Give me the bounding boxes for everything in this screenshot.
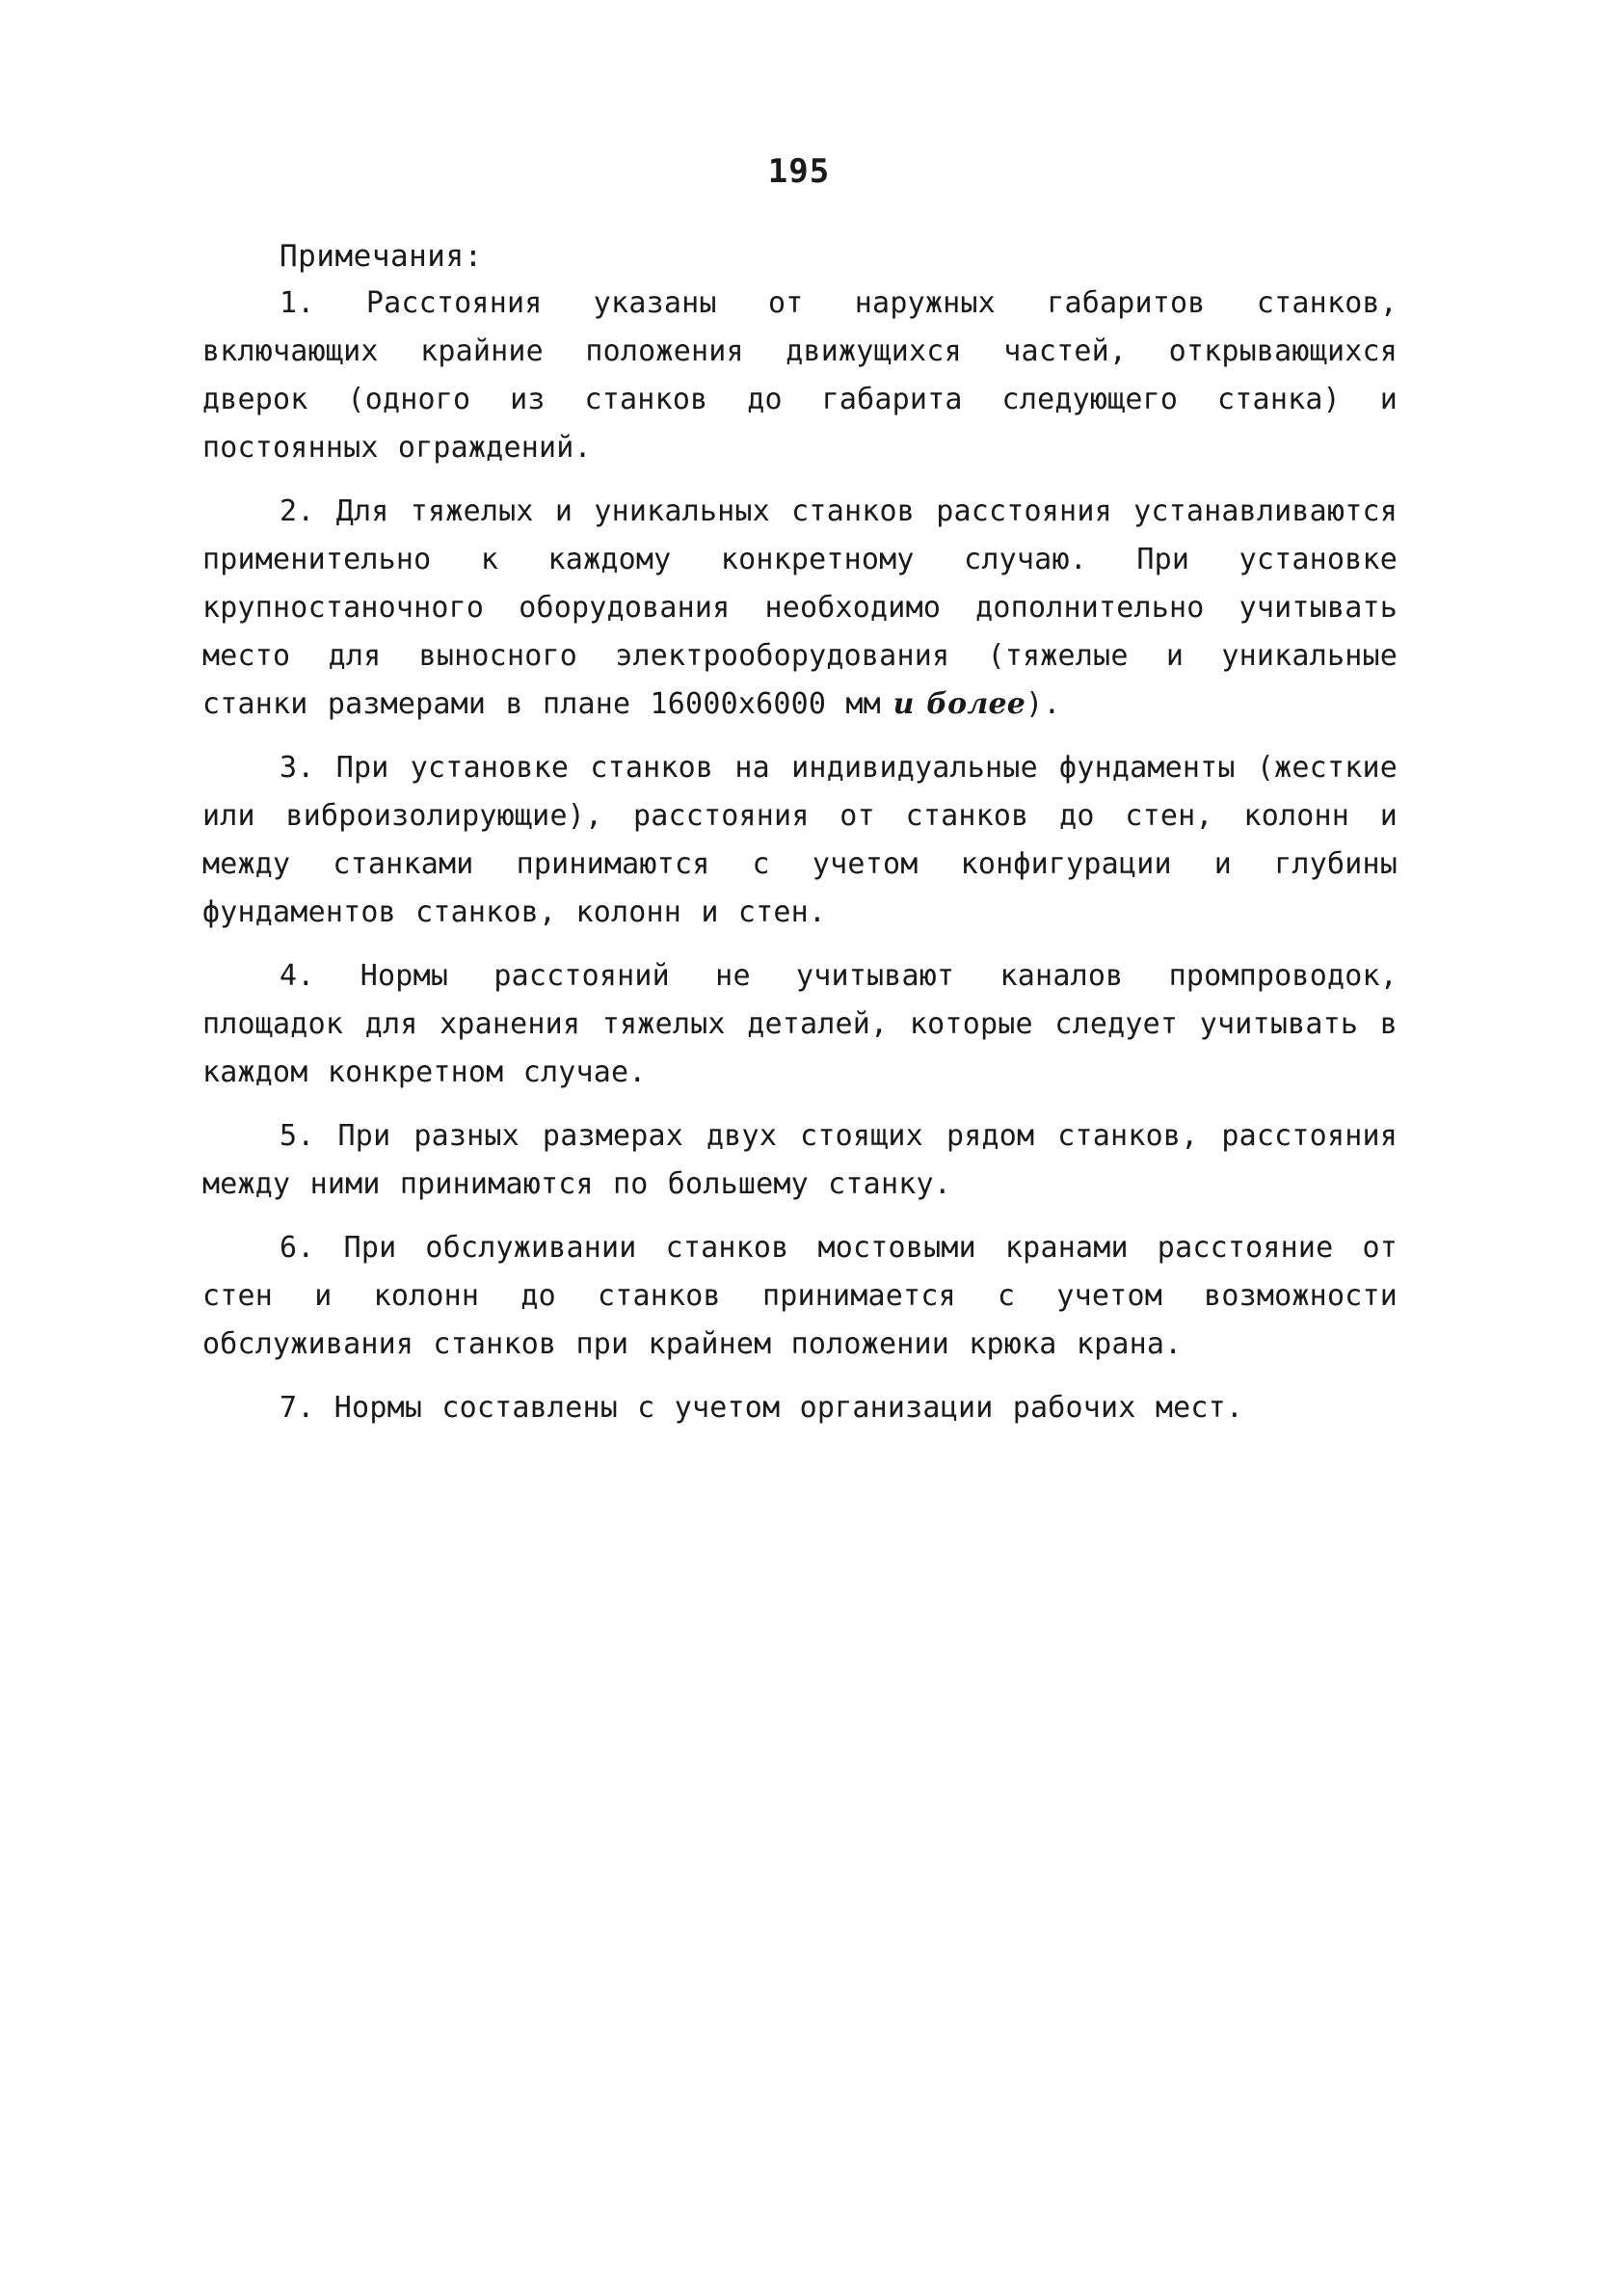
note-number: 4. — [280, 959, 315, 993]
note-tail: ). — [1025, 687, 1061, 721]
note-text: При обслуживании станков мостовыми кранами расстояние от стен и колонн до станков принимается с учетом возможности обслуживания станков при крайнем положении крюка крана. — [202, 1231, 1398, 1361]
note-6 — [202, 1224, 1398, 1369]
note-text: Нормы расстояний не учитывают каналов промпроводок, площадок для хранения тяжелых деталей, которые следует учитывать в каждом конкретном случае. — [202, 959, 1398, 1089]
note-7 — [202, 1384, 1398, 1432]
note-text: При установке станков на индивидуальные фундаменты (жесткие или виброизолирующие), расстояния от станков до стен, колонн и между станками принимаются с учетом конфигурации и глубины фундаментов станков, колонн и стен. — [202, 751, 1398, 929]
note-number: 5. — [280, 1119, 315, 1153]
page-number: 195 — [767, 152, 831, 191]
note-text: Для тяжелых и уникальных станков расстояния устанавливаются применительно к каждому конкретному случаю. При установке крупностаночного оборудования необходимо дополнительно учитывать место для выносного электрооборудования (тяжелые и уникальные станки размерами в плане 16000x6000 мм — [202, 494, 1398, 721]
note-1 — [202, 280, 1398, 472]
note-3 — [202, 744, 1398, 937]
notes-heading: Примечания: — [280, 239, 483, 274]
note-text: Нормы составлены с учетом организации рабочих мест. — [333, 1391, 1244, 1425]
note-number: 6. — [280, 1231, 315, 1265]
note-number: 7. — [280, 1391, 315, 1425]
note-text: Расстояния указаны от наружных габаритов станков, включающих крайние положения движущихся частей, открывающихся дверок (одного из станков до габарита следующего станка) и постоянных ограждений. — [202, 286, 1398, 465]
note-number: 1. — [280, 286, 315, 320]
note-5 — [202, 1112, 1398, 1209]
note-number: 3. — [280, 751, 315, 785]
notes-list — [202, 280, 1398, 1448]
note-number: 2. — [280, 494, 315, 528]
handwritten-insertion: и более — [880, 687, 1026, 721]
note-text: При разных размерах двух стоящих рядом станков, расстояния между ними принимаются по большему станку. — [202, 1119, 1398, 1201]
note-4 — [202, 952, 1398, 1097]
note-2 — [202, 488, 1398, 729]
